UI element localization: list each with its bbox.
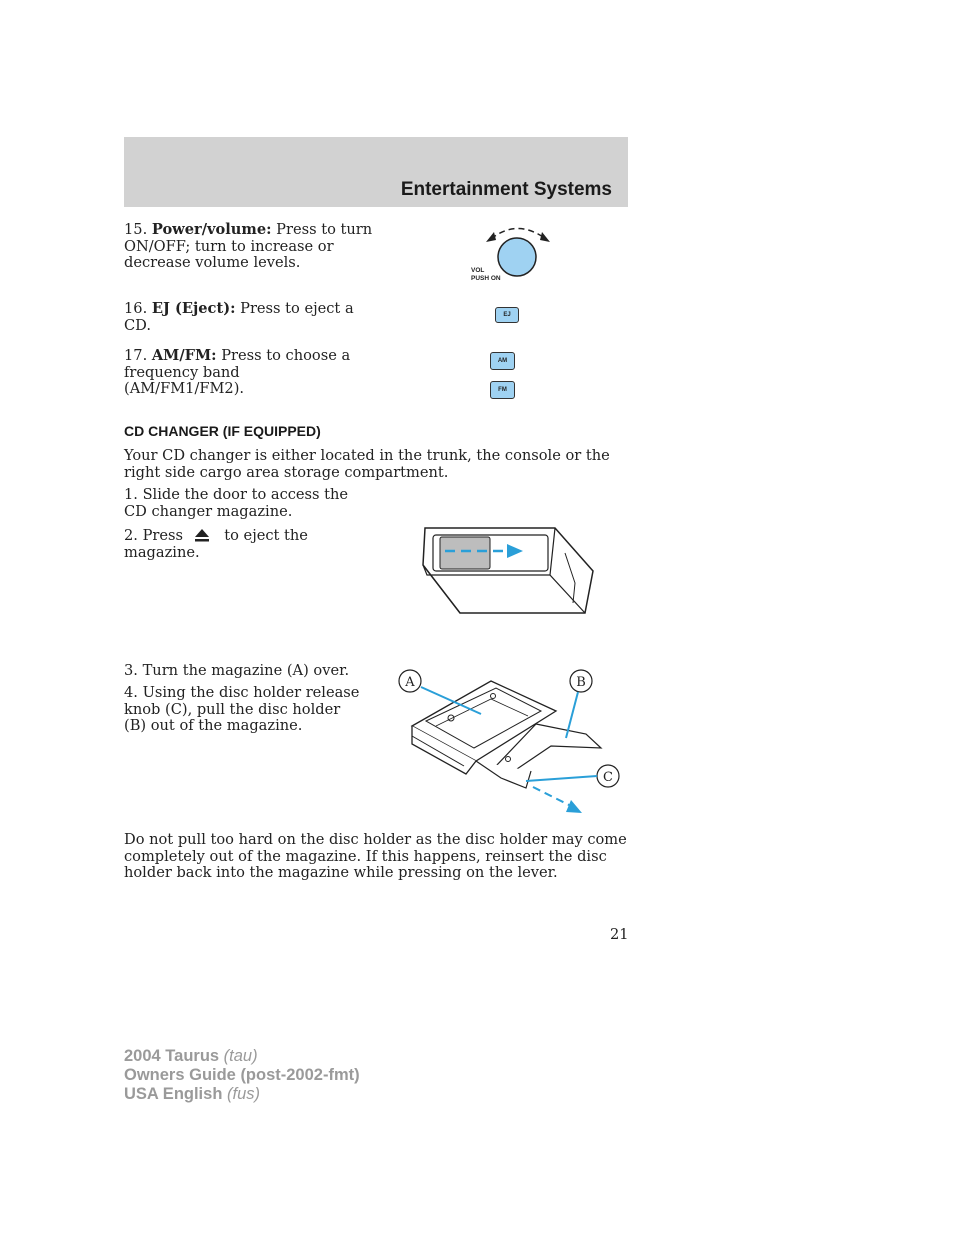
step-2-prefix: 2. Press [124,527,183,544]
intro-paragraph: Your CD changer is either located in the trunk, the console or the right side cargo area storage compartment. [124,447,610,481]
item-power-volume [124,222,374,272]
warning-paragraph: Do not pull too hard on the disc holder as the disc holder may come completely out of the magazine. If this happens, reinsert the disc holder back into the magazine while pressing on the lever. [124,831,627,881]
step-2 [124,527,384,561]
arrow-left-icon [486,232,496,242]
step-1: 1. Slide the door to access the CD changer magazine. [124,486,349,520]
footer-line-3: USA English (fus) [124,1085,260,1103]
item-text: Press to choose a frequency band (AM/FM1/FM2). [124,347,351,397]
item-number: 17. [124,347,148,364]
item-number: 16. [124,300,148,317]
item-am-fm [124,348,359,398]
step-3: 3. Turn the magazine (A) over. [124,662,350,679]
pull-arrow-icon [566,800,582,813]
item-eject [124,301,384,334]
volume-knob-illustration [466,222,556,284]
leader-line-c [526,776,597,781]
item-text: Press to eject a CD. [124,300,354,334]
callout-a-label: A [405,675,415,690]
fm-button-illustration: FM [490,381,515,399]
eject-icon [192,527,212,543]
step-4: 4. Using the disc holder release knob (C), pull the disc holder (B) out of the magazine. [124,684,360,734]
item-label: EJ (Eject): [151,300,236,317]
cd-changer-illustration [415,523,600,618]
header-band [124,137,628,207]
volume-knob-icon [498,238,536,276]
knob-label-push-on: PUSH ON [471,275,501,282]
callout-c-label: C [603,770,613,785]
arrow-right-icon [540,232,550,242]
item-label: AM/FM: [151,347,217,364]
item-label: Power/volume: [151,221,272,238]
page-number: 21 [610,926,629,943]
pull-direction-line [533,787,571,806]
section-heading: CD CHANGER (IF EQUIPPED) [124,423,321,439]
step-2-suffix: to eject the magazine. [124,527,308,561]
item-text: Press to turn ON/OFF; turn to increase or decrease volume levels. [124,221,373,271]
am-button-illustration: AM [490,352,515,370]
knob-label-vol: VOL [471,267,485,274]
magazine-illustration [396,666,628,826]
item-number: 15. [124,221,148,238]
footer-line-2: Owners Guide (post-2002-fmt) [124,1066,360,1084]
footer-line-1: 2004 Taurus (tau) [124,1047,258,1065]
footer [124,1047,360,1104]
eject-button-illustration: EJ [495,307,519,323]
changer-door-slider [440,537,490,569]
callout-b-label: B [576,675,586,690]
section-title: Entertainment Systems [400,179,612,200]
